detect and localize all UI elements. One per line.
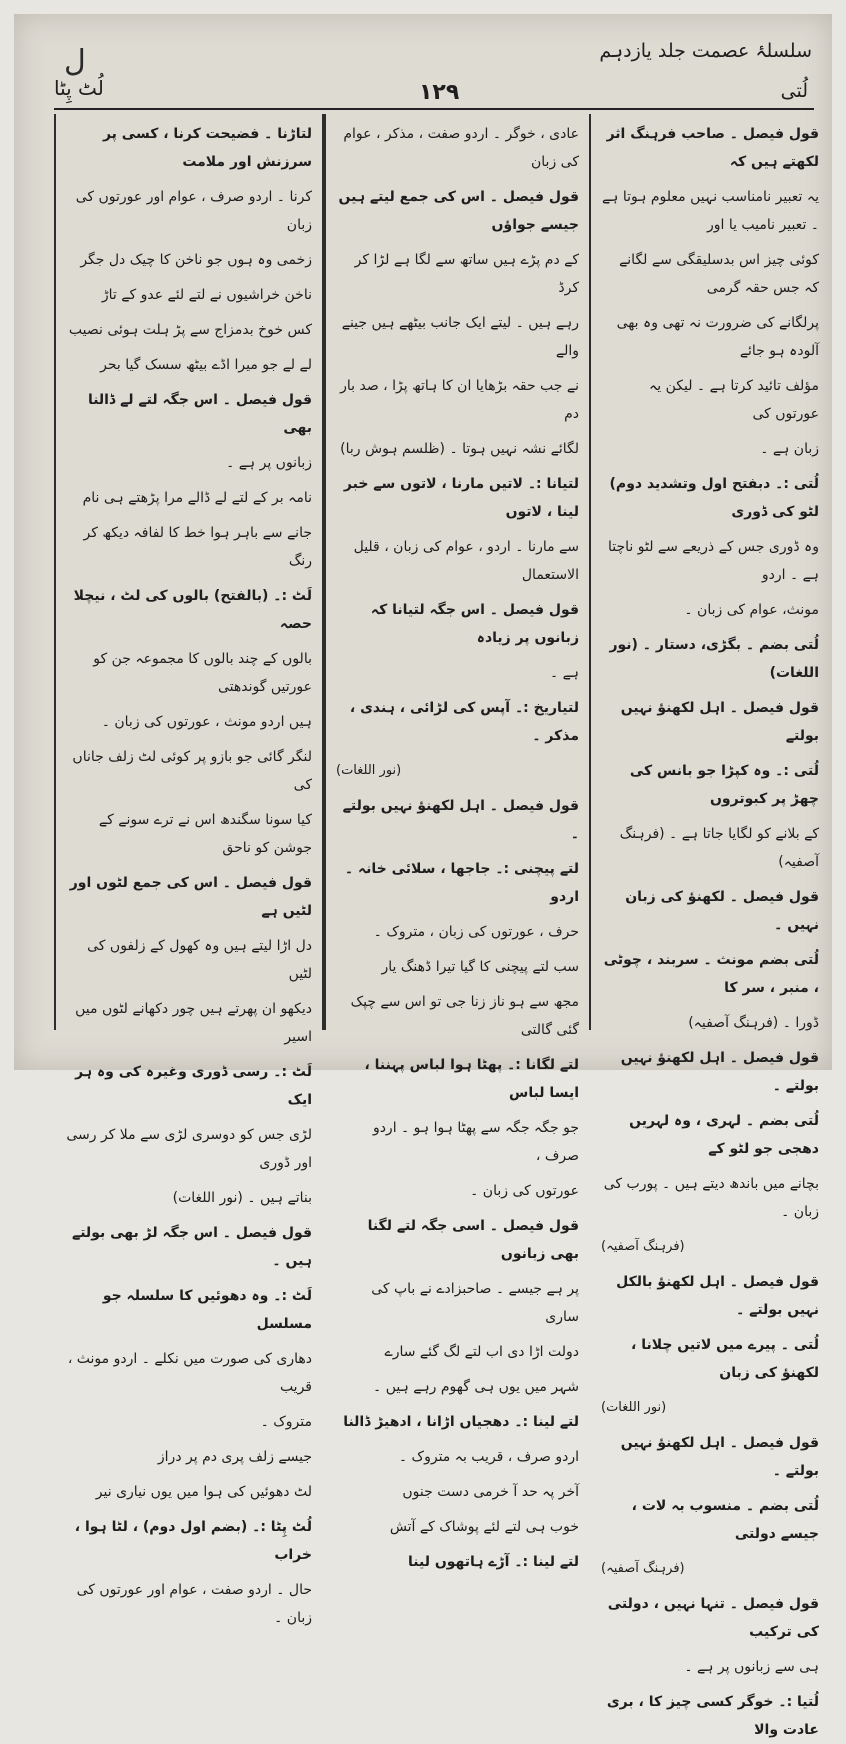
text-line: زبانوں پر ہے ۔ (226, 455, 312, 471)
text-line: لے لے جو میرا اڈے بیٹھ سسک گیا بحر (100, 357, 312, 373)
column-right (589, 114, 829, 1738)
text-line: حرف ، عورتوں کی زبان ، متروک ۔ (373, 924, 579, 940)
text-line: پر ہے جیسے ۔ صاحبزادے نے باپ کی ساری (371, 1281, 579, 1325)
running-title: سلسلۂ عصمت جلد یازدہم (599, 40, 812, 62)
text-line: لُتی بضم ۔ لہری ، وہ لہریں دھجی جو لٹو کے (629, 1113, 819, 1157)
text-line: مجھ سے ہو ناز زنا جی تو اس سے چپک گئی گالتی (350, 994, 579, 1038)
text-line: قول فیصل ۔ اس کی جمع لٹوں اور لٹیں ہے (69, 875, 312, 919)
text-line: لُتی بضم ۔ بگڑی، دستار ۔ (نور اللغات) (609, 637, 819, 681)
text-line: زبان ہے ۔ (760, 441, 819, 457)
catchword-left: لُٹ پِٹا (54, 76, 104, 100)
text-line: دھاری کی صورت میں نکلے ۔ اردو مونث ، قریب (67, 1351, 312, 1395)
text-line: (فرہنگ آصفیہ) (601, 1239, 685, 1254)
text-line: نامہ بر کے لتے لے ڈالے مرا پڑھتے ہی نام (82, 490, 312, 506)
text-line: لتے لگانا :۔ پھٹا ہوا لباس پہننا ، ایسا لباس (364, 1057, 579, 1101)
text-line: لتیاریخ :۔ آپس کی لڑائی ، ہندی ، مذکر ۔ (349, 700, 579, 744)
text-line: ہیں اردو مونث ، عورتوں کی زبان ۔ (101, 714, 312, 730)
text-line: ہے ۔ (549, 665, 579, 681)
text-line: لتے پیچنی :۔ جاجھا ، سلائی خانہ ۔ اردو (344, 861, 579, 905)
text-line: جانے سے باہر ہوا خط کا لفافہ دیکھ کر رنگ (83, 525, 312, 569)
text-line: لُٹ پِٹا :۔ (بضم اول دوم) ، لٹا ہوا ، خراب (74, 1519, 312, 1563)
text-line: پرلگانے کی ضرورت نہ تھی وہ بھی آلودہ ہو جائے (616, 315, 819, 359)
column-middle (324, 114, 589, 1570)
volume-mark: ل (64, 44, 86, 79)
text-line: قول فیصل ۔ اس کی جمع لیتے ہیں جیسے جواؤں (338, 189, 579, 233)
text-line: یہ تعبیر نامناسب نہیں معلوم ہوتا ہے ۔ تعبیر نامیب یا اور (601, 189, 819, 233)
text-line: قول فیصل ۔ اہل لکھنؤ نہیں بولتے ۔ (342, 798, 579, 842)
text-line: بناتے ہیں ۔ (نور اللغات) (172, 1190, 312, 1206)
text-line: وہ ڈوری جس کے ذریعے سے لٹو ناچتا ہے ۔ اردو (607, 539, 819, 583)
text-line: قول فیصل ۔ اسی جگہ لتے لگنا بھی زبانوں (367, 1218, 579, 1262)
text-line: بچانے میں باندھ دیتے ہیں ۔ پورب کی زبان ۔ (603, 1176, 819, 1220)
text-line: لتاڑنا ۔ فضیحت کرنا ، کسی پر سرزنش اور ملامت (102, 126, 312, 170)
text-line: قول فیصل ۔ لکھنؤ کی زبان نہیں ۔ (625, 889, 819, 933)
text-line: دولت اڑا دی اب لتے لگ گئے سارے (384, 1344, 579, 1360)
text-line: لُتی :۔ دبفتح اول وتشدید دوم) لٹو کی ڈوری (609, 476, 819, 520)
text-line: کے دم پڑے ہیں ساتھ سے لگا ہے لڑا کر کرڈ (354, 252, 579, 296)
text-line: (فرہنگ آصفیہ) (601, 1561, 685, 1576)
text-line: قول فیصل ۔ اہل لکھنؤ بالکل نہیں بولتے ۔ (616, 1274, 819, 1318)
text-line: خوب ہی لتے لئے پوشاک کے آتش (389, 1519, 579, 1535)
text-line: ہی سے زبانوں پر ہے ۔ (684, 1659, 819, 1675)
text-line: قول فیصل ۔ اہل لکھنؤ نہیں بولتے (620, 700, 819, 744)
text-line: عورتوں کی زبان ۔ (470, 1183, 579, 1199)
text-line: زخمی وہ ہوں جو ناخن کا چیک دل جگر (80, 252, 312, 268)
text-line: قول فیصل ۔ اہل لکھنؤ نہیں بولتے ۔ (620, 1435, 819, 1479)
text-line: کس خوخ بدمزاج سے پڑ ہلت ہوئی نصیب (68, 322, 312, 338)
text-line: لُتی بضم مونث ۔ سربند ، چوٹی ، منبر ، سر کا (603, 952, 819, 996)
text-line: کے بلانے کو لگایا جاتا ہے ۔ (فرہنگ آصفیہ) (619, 826, 819, 870)
text-line: لُتی ۔ پیرے میں لاتیں چلانا ، لکھنؤ کی زبان (631, 1337, 819, 1381)
text-line: لتے لینا :۔ دھجیاں اڑانا ، ادھیڑ ڈالنا (343, 1414, 579, 1430)
text-line: ڈورا ۔ (فرہنگ آصفیہ) (688, 1015, 819, 1031)
text-line: (نور اللغات) (601, 1400, 667, 1415)
text-line: جو جگہ جگہ سے پھٹا ہوا ہو ۔ اردو صرف ، (372, 1120, 579, 1164)
text-line: لگائے نشہ نہیں ہوتا ۔ (ظلسم ہوش ربا) (340, 441, 579, 457)
text-line: قول فیصل ۔ اس جگہ لڑ بھی بولتے ہیں ۔ (72, 1225, 312, 1269)
text-line: (نور اللغات) (336, 763, 402, 778)
text-line: آخر پہ حد آ خرمی دست جنوں (402, 1484, 579, 1500)
text-line: لُتی بضم ۔ منسوب بہ لات ، جیسے دولتی (631, 1498, 819, 1542)
text-line: کیا سونا سگندھ اس نے ترے سونے کے جوشن کو ناحق (98, 812, 312, 856)
text-line: لتیانا :۔ لاتیں مارنا ، لاتوں سے خبر لینا ، لاتوں (343, 476, 579, 520)
column-left (54, 114, 324, 1626)
text-line: ناخن خراشیوں نے لتے لئے عدو کے تاڑ (101, 287, 312, 303)
text-line: قول فیصل ۔ اس جگہ لتے لے ڈالنا بھی (87, 392, 312, 436)
text-line: لُتی :۔ وہ کپڑا جو بانس کی چھڑ پر کبوتروں (629, 763, 819, 807)
text-line: سب لتے پیچنی کا گیا تیرا ڈھنگ یار (381, 959, 579, 975)
text-line: عادی ، خوگر ۔ اردو صفت ، مذکر ، عوام کی زبان (343, 126, 579, 170)
catchword-right: لُتی (780, 80, 808, 102)
text-line: مونث، عوام کی زبان ۔ (684, 602, 819, 618)
page-number: ۱۲۹ (419, 80, 460, 105)
text-line: مؤلف تائید کرتا ہے ۔ لیکن یہ عورتوں کی (649, 378, 819, 422)
text-line: لتے لینا :۔ آڑے ہاتھوں لینا (408, 1554, 579, 1570)
text-line: قول فیصل ۔ اس جگہ لتیانا کہ زبانوں پر زیادہ (370, 602, 579, 646)
text-line: لنگر گائی جو بازو پر کوئی لٹ زلف جاناں کی (72, 749, 312, 793)
text-line: لَٹ :۔ وہ دھوئیں کا سلسلہ جو مسلسل (102, 1288, 312, 1332)
text-line: بالوں کے چند بالوں کا مجموعہ جن کو عورتیں گوندھتی (93, 651, 312, 695)
text-line: لڑی جس کو دوسری لڑی سے ملا کر رسی اور ڈوری (66, 1127, 312, 1171)
text-line: اردو صرف ، قریب بہ متروک ۔ (398, 1449, 579, 1465)
text-line: لَٹ :۔ (بالفتح) بالوں کی لٹ ، نیچلا حصہ (73, 588, 312, 632)
text-line: دل اڑا لیتے ہیں وہ کھول کے زلفوں کی لٹیں (87, 938, 312, 982)
text-line: کوئی چیز اس بدسلیقگی سے لگانے کہ جس حقہ گرمی (619, 252, 819, 296)
header-rule (54, 108, 814, 110)
text-line: دیکھو ان پھرتے ہیں چور دکھانے لٹوں میں اسیر (75, 1001, 312, 1045)
text-line: رہے ہیں ۔ لیتے ایک جانب بیٹھے ہیں جینے والے (341, 315, 579, 359)
text-line: قول فیصل ۔ تنہا نہیں ، دولتی کی ترکیب (607, 1596, 819, 1640)
scanned-page (14, 14, 832, 1738)
text-line: قول فیصل ۔ صاحب فرہنگ اثر لکھتے ہیں کہ (606, 126, 819, 170)
text-line: لَٹ :۔ رسی ڈوری وغیرہ کی وہ ہر ایک (75, 1064, 312, 1108)
text-line: حال ۔ اردو صفت ، عوام اور عورتوں کی زبان ۔ (76, 1582, 312, 1626)
text-line: شہر میں یوں ہی گھوم رہے ہیں ۔ (373, 1379, 579, 1395)
text-line: سے مارنا ۔ اردو ، عوام کی زبان ، قلیل الاستعمال (353, 539, 579, 583)
text-line: لُتیا :۔ خوگر کسی چیز کا ، بری عادت والا (606, 1694, 819, 1738)
text-line: نے جب حقہ بڑھایا ان کا ہاتھ پڑا ، صد بار دم (340, 378, 579, 422)
text-line: کرنا ۔ اردو صرف ، عوام اور عورتوں کی زبان (75, 189, 312, 233)
text-line: قول فیصل ۔ اہل لکھنؤ نہیں بولتے ۔ (620, 1050, 819, 1094)
text-line: لٹ دھوئیں کی ہوا میں یوں نیاری نیر (95, 1484, 312, 1500)
text-line: متروک ۔ (260, 1414, 312, 1430)
text-line: جیسے زلف پری دم پر دراز (157, 1449, 312, 1465)
